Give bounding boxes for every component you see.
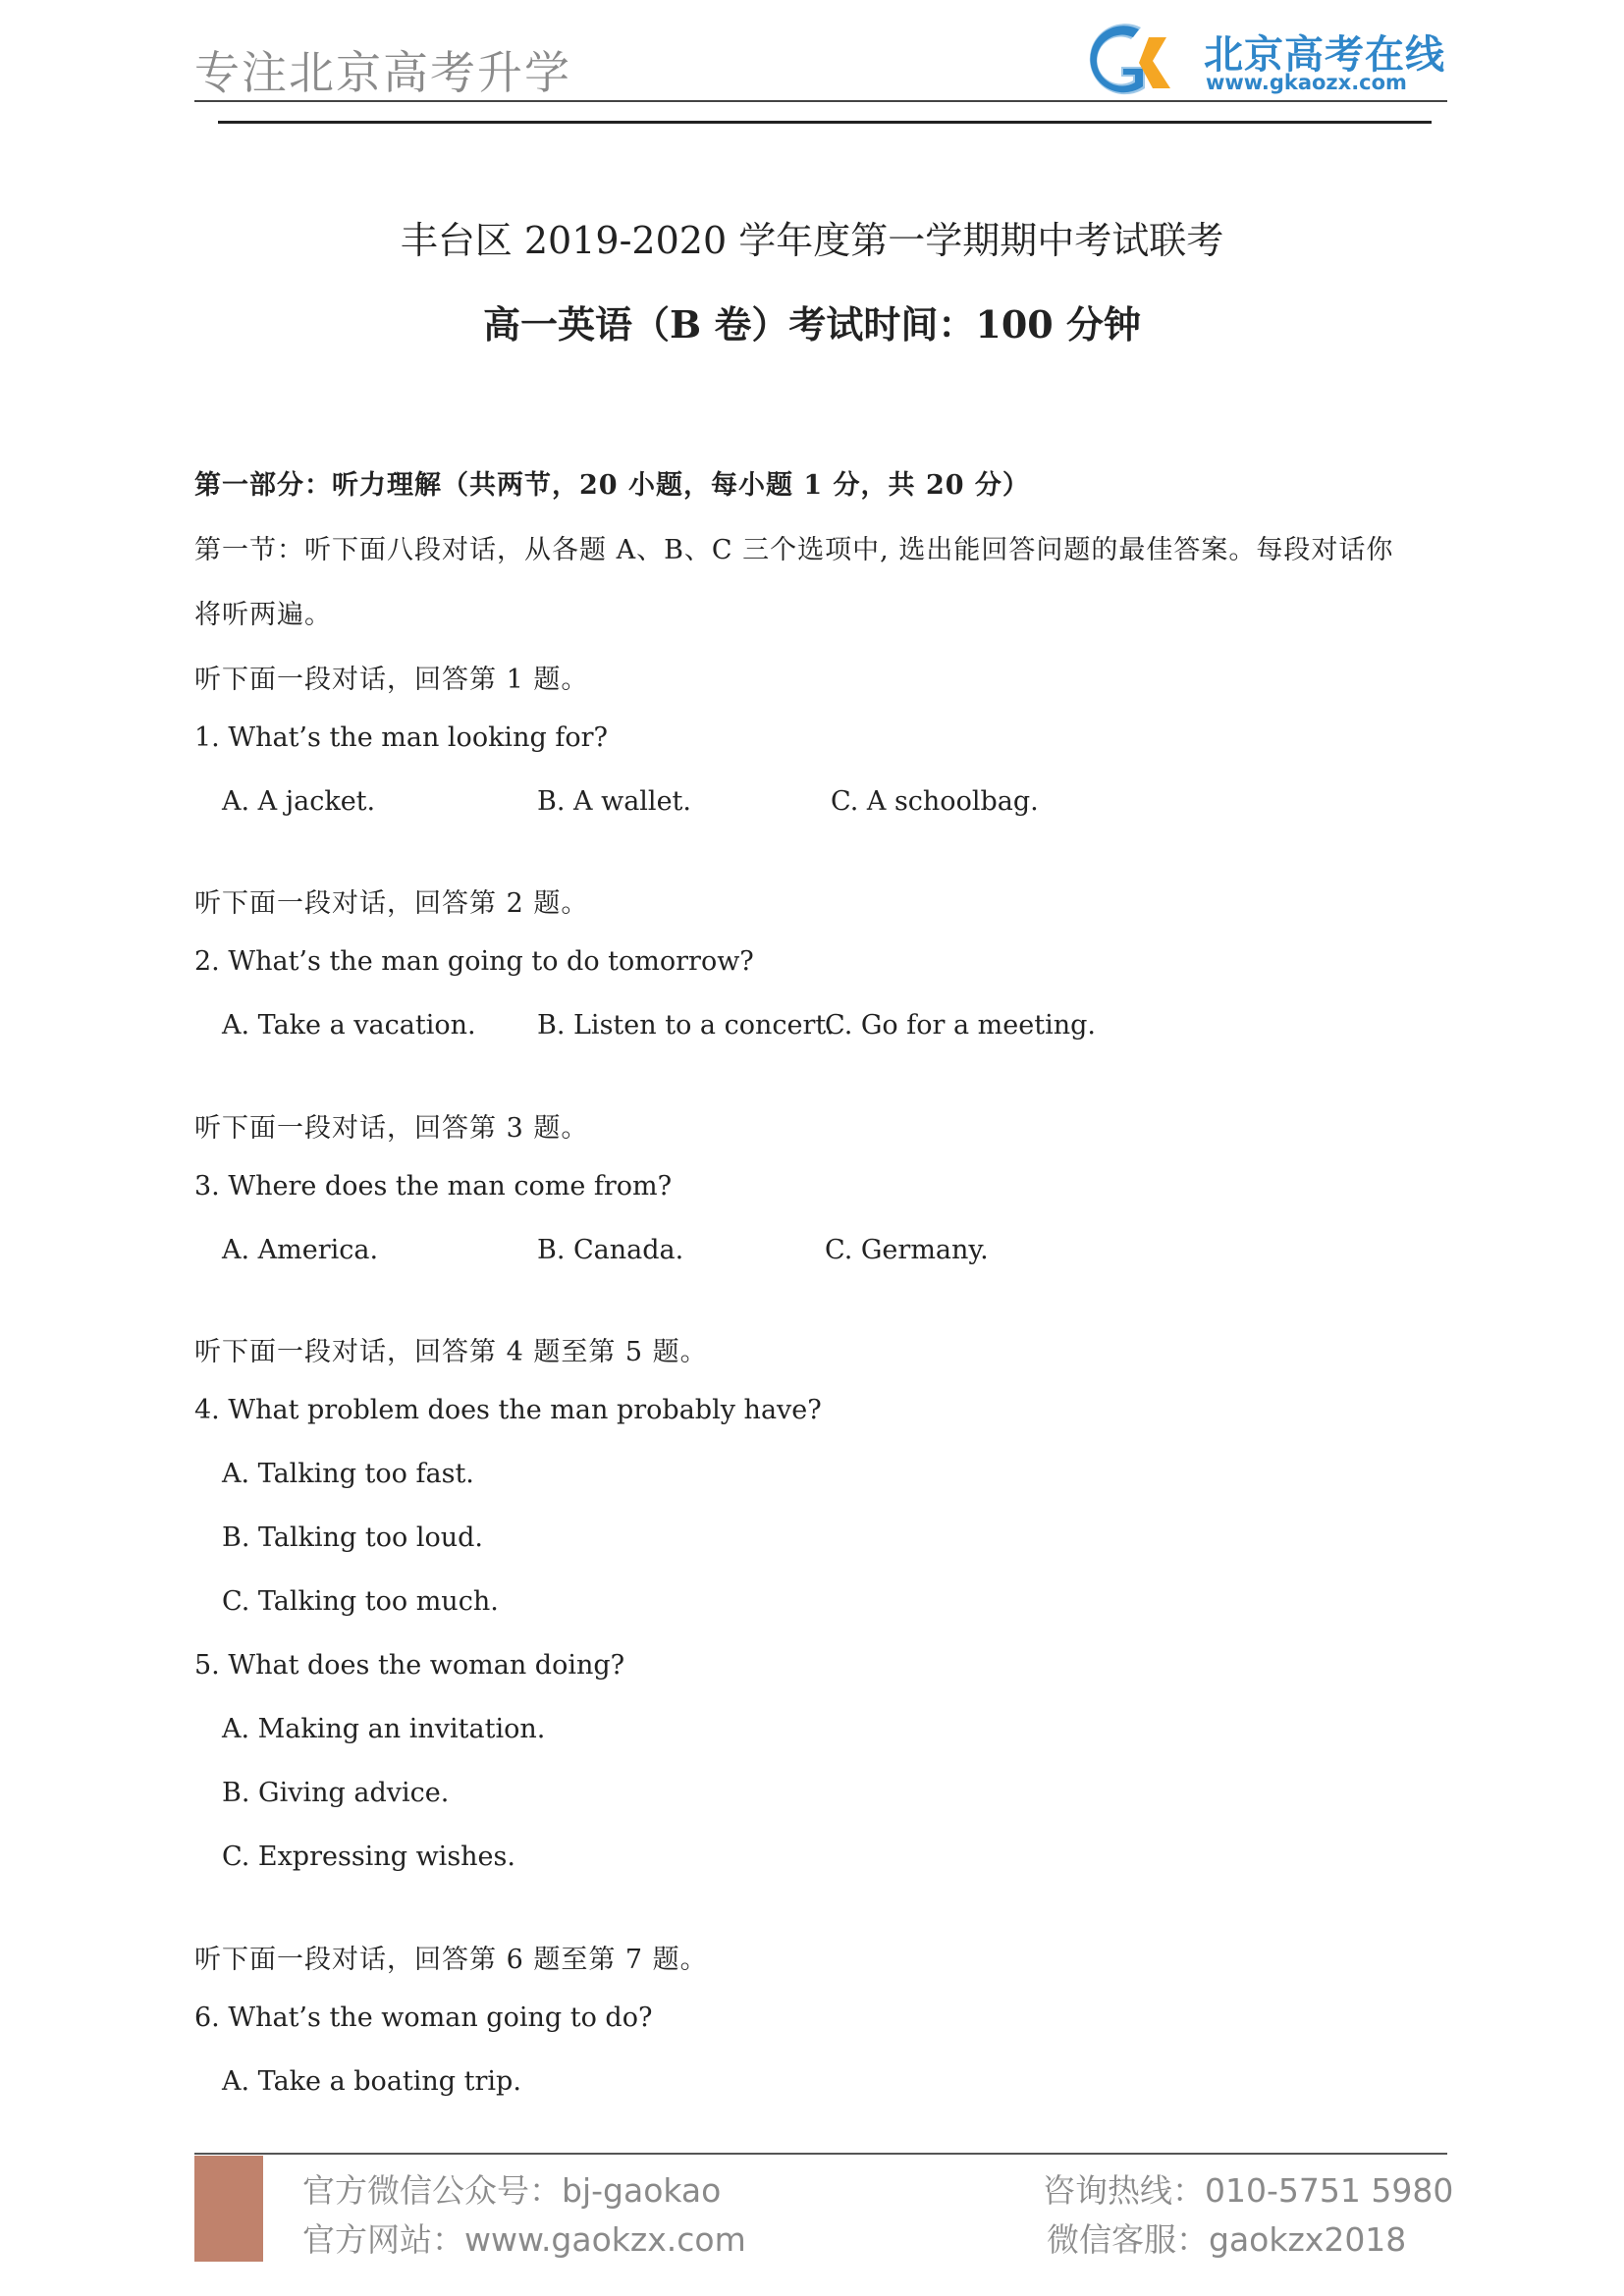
question-2: 2. What’s the man going to do tomorrow? <box>194 946 754 977</box>
footer-hotline: 咨询热线：010-5751 5980 <box>1043 2171 1454 2210</box>
logo-mark-icon <box>1072 20 1200 102</box>
question-4: 4. What problem does the man probably have? <box>194 1395 822 1425</box>
dialogue-instruction: 听下面一段对话，回答第 4 题至第 5 题。 <box>194 1337 708 1367</box>
header-rule <box>218 121 1432 124</box>
exam-subtitle: 高一英语（B 卷）考试时间：100 分钟 <box>483 302 1141 347</box>
question-2-option-b: B. Listen to a concert. <box>537 1010 835 1041</box>
question-4-option-b: B. Talking too loud. <box>222 1522 483 1553</box>
dialogue-instruction: 听下面一段对话，回答第 6 题至第 7 题。 <box>194 1945 708 1975</box>
question-5-option-b: B. Giving advice. <box>222 1778 450 1808</box>
question-4-option-a: A. Talking too fast. <box>222 1459 474 1489</box>
dialogue-instruction: 听下面一段对话，回答第 2 题。 <box>194 888 589 919</box>
question-3: 3. Where does the man come from? <box>194 1171 673 1201</box>
section1-instruction-cont: 将听两遍。 <box>194 600 332 630</box>
footer-website[interactable]: 官方网站：www.gaokzx.com <box>302 2220 746 2259</box>
header-divider <box>194 100 1447 102</box>
part1-heading: 第一部分：听力理解（共两节，20 小题，每小题 1 分，共 20 分） <box>194 470 1030 501</box>
question-5: 5. What does the woman doing? <box>194 1650 625 1681</box>
site-logo[interactable] <box>1072 20 1455 102</box>
question-4-option-c: C. Talking too much. <box>222 1586 499 1617</box>
question-5-option-a: A. Making an invitation. <box>222 1714 546 1744</box>
question-1-option-a: A. A jacket. <box>222 786 376 817</box>
question-2-option-a: A. Take a vacation. <box>222 1010 476 1041</box>
question-2-option-c: C. Go for a meeting. <box>825 1010 1096 1041</box>
logo-url[interactable]: www.gkaozx.com <box>1206 71 1407 94</box>
question-1-option-c: C. A schoolbag. <box>831 786 1039 817</box>
dialogue-instruction: 听下面一段对话，回答第 1 题。 <box>194 665 589 695</box>
footer-color-block <box>194 2156 263 2262</box>
question-5-option-c: C. Expressing wishes. <box>222 1842 515 1872</box>
exam-title: 丰台区 2019-2020 学年度第一学期期中考试联考 <box>400 219 1224 262</box>
header-slogan: 专注北京高考升学 <box>194 46 571 99</box>
footer-divider <box>194 2153 1447 2155</box>
logo-name: 北京高考在线 <box>1204 32 1445 78</box>
question-6-option-a: A. Take a boating trip. <box>222 2066 521 2097</box>
section1-instruction: 第一节：听下面八段对话，从各题 A、B、C 三个选项中, 选出能回答问题的最佳答案。每段对话你 <box>194 535 1394 565</box>
footer-service: 微信客服：gaokzx2018 <box>1047 2220 1407 2259</box>
footer-wechat: 官方微信公众号：bj-gaokao <box>302 2171 722 2210</box>
dialogue-instruction: 听下面一段对话，回答第 3 题。 <box>194 1113 589 1144</box>
question-1-option-b: B. A wallet. <box>537 786 691 817</box>
question-3-option-b: B. Canada. <box>537 1235 684 1265</box>
question-3-option-a: A. America. <box>222 1235 379 1265</box>
question-3-option-c: C. Germany. <box>825 1235 989 1265</box>
question-1: 1. What’s the man looking for? <box>194 722 608 753</box>
question-6: 6. What’s the woman going to do? <box>194 2002 653 2033</box>
